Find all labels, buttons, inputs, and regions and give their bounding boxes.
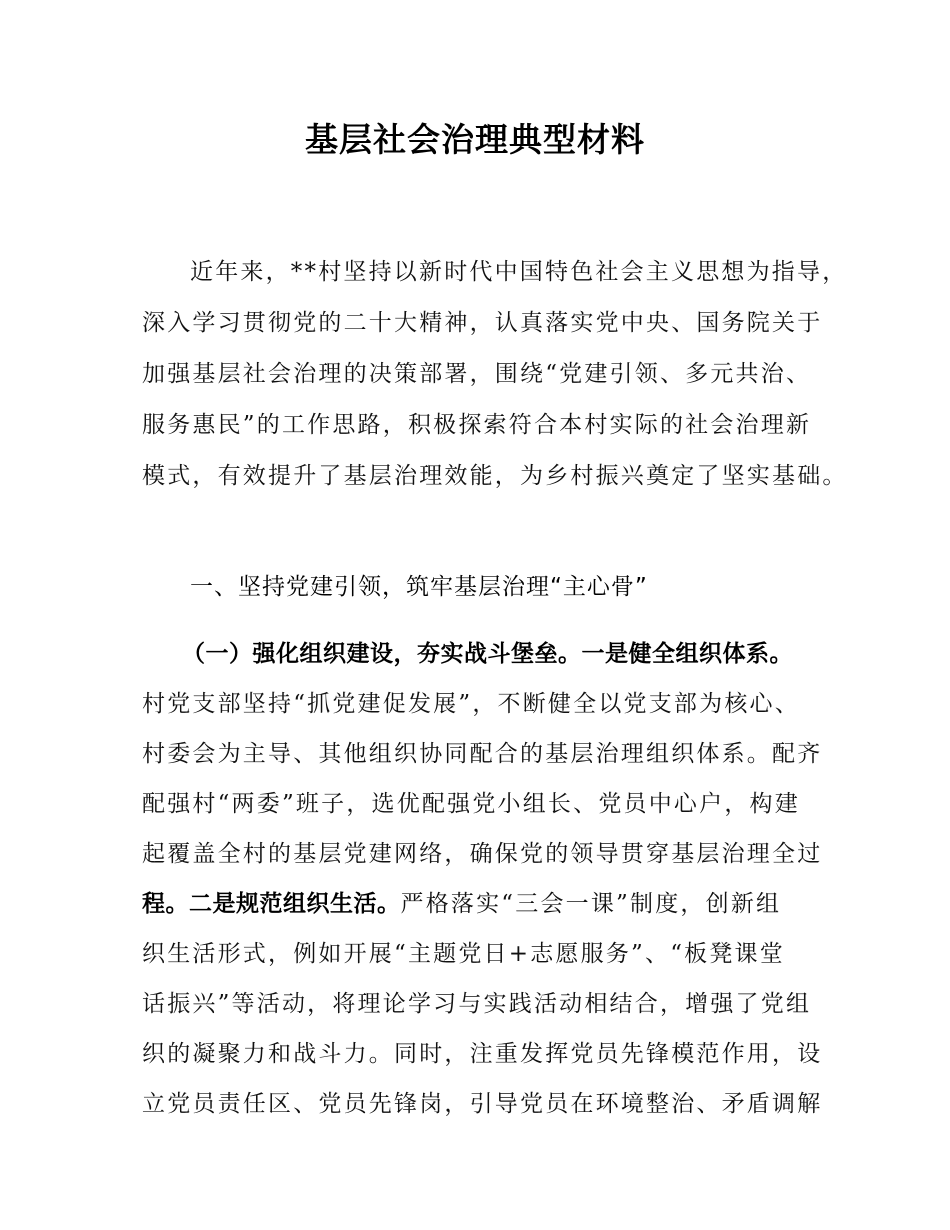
intro-line-1: 近年来，**村坚持以新时代中国特色社会主义思想为指导， bbox=[190, 259, 848, 285]
body-line-8: 话振兴”等活动，将理论学习与实践活动相结合，增强了党组 bbox=[142, 991, 812, 1017]
body-line-6 bbox=[142, 888, 781, 920]
intro-line-3: 加强基层社会治理的决策部署，围绕“党建引领、多元共治、 bbox=[142, 361, 812, 387]
body-line-6-rest: 严格落实“三会一课”制度，创新组 bbox=[400, 891, 782, 917]
body-line-10: 立党员责任区、党员先锋岗，引导党员在环境整治、矛盾调解 bbox=[142, 1091, 823, 1117]
subsection-1-title: （一）强化组织建设，夯实战斗堡垒。一是健全组织体系。 bbox=[182, 641, 793, 667]
body-line-5: 起覆盖全村的基层党建网络，确保党的领导贯穿基层治理全过 bbox=[142, 841, 823, 867]
document-title: 基层社会治理典型材料 bbox=[305, 120, 645, 159]
body-line-4: 配强村“两委”班子，选优配强党小组长、党员中心户，构建 bbox=[142, 791, 800, 817]
body-line-7: 织生活形式，例如开展“主题党日+志愿服务”、“板凳课堂 bbox=[142, 941, 785, 967]
body-line-2: 村党支部坚持“抓党建促发展”，不断健全以党支部为核心、 bbox=[142, 691, 800, 717]
body-line-9: 织的凝聚力和战斗力。同时，注重发挥党员先锋模范作用，设 bbox=[142, 1041, 823, 1067]
section-1-heading: 一、坚持党建引领，筑牢基层治理“主心骨” bbox=[190, 574, 648, 600]
body-line-6-bold: 程。二是规范组织生活。 bbox=[142, 891, 401, 917]
intro-line-5: 模式，有效提升了基层治理效能，为乡村振兴奠定了坚实基础。 bbox=[142, 463, 848, 489]
intro-line-4: 服务惠民”的工作思路，积极探索符合本村实际的社会治理新 bbox=[142, 412, 812, 438]
intro-line-2: 深入学习贯彻党的二十大精神，认真落实党中央、国务院关于 bbox=[142, 310, 823, 336]
body-line-3: 村委会为主导、其他组织协同配合的基层治理组织体系。配齐 bbox=[142, 741, 823, 767]
